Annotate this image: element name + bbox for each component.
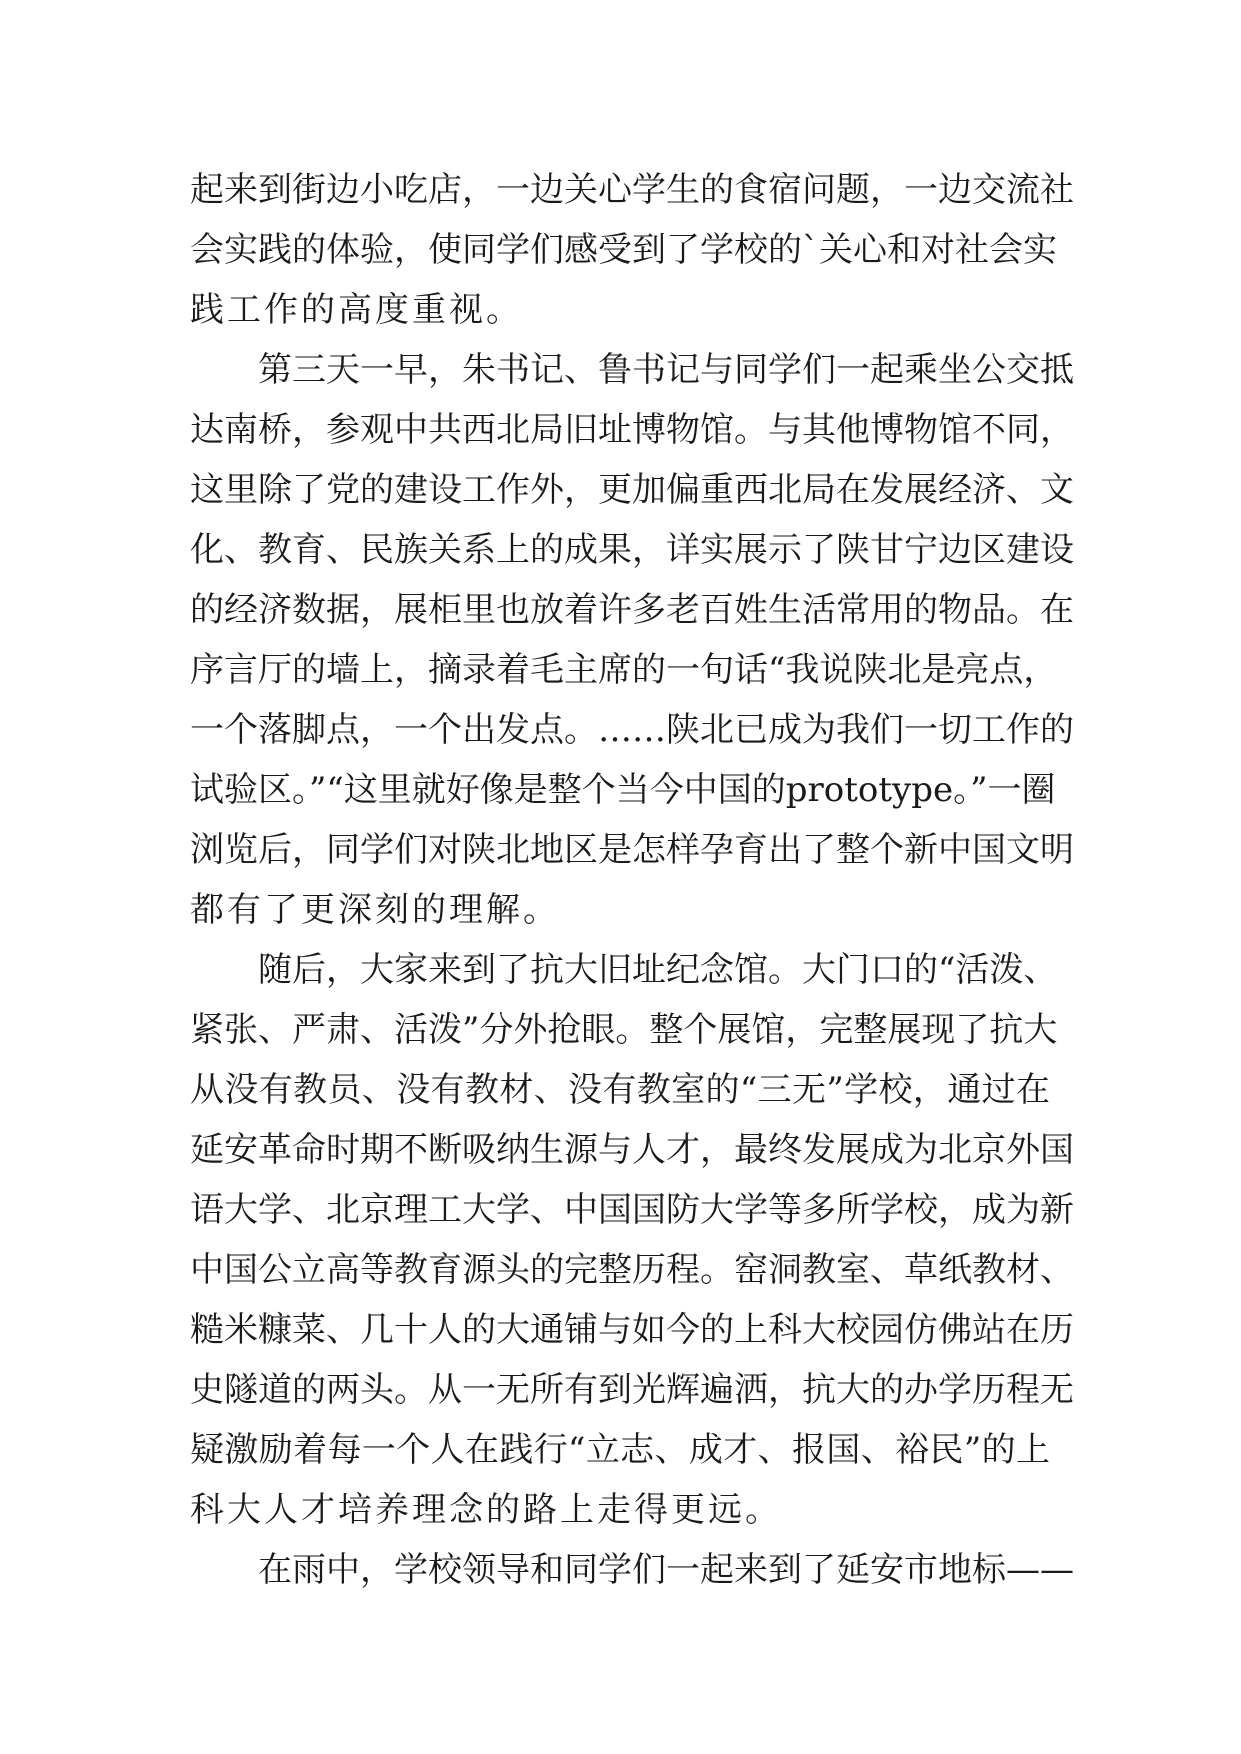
text-line: 试验区。”“这里就好像是整个当今中国的prototype。”一圈 [190,770,1056,810]
text-line: 践工作的高度重视。 [190,290,523,330]
text-line: 延安革命时期不断吸纳生源与人才，最终发展成为北京外国 [190,1130,1074,1170]
text-line: 紧张、严肃、活泼”分外抢眼。整个展馆，完整展现了抗大 [190,1010,1058,1050]
text-line: 疑激励着每一个人在践行“立志、成才、报国、裕民”的上 [190,1430,1050,1470]
text-line: 达南桥，参观中共西北局旧址博物馆。与其他博物馆不同， [190,410,1074,450]
paragraph-2 [190,340,1074,940]
text-line: 化、教育、民族关系上的成果，详实展示了陕甘宁边区建设 [190,530,1074,570]
text-line: 起来到街边小吃店，一边关心学生的食宿问题，一边交流社 [190,170,1074,210]
text-line: 随后，大家来到了抗大旧址纪念馆。大门口的“活泼、 [258,950,1058,990]
text-line: 语大学、北京理工大学、中国国防大学等多所学校，成为新 [190,1190,1074,1230]
text-line: 第三天一早，朱书记、鲁书记与同学们一起乘坐公交抵 [258,350,1074,390]
text-line: 一个落脚点，一个出发点。……陕北已成为我们一切工作的 [190,710,1074,750]
text-line: 浏览后，同学们对陕北地区是怎样孕育出了整个新中国文明 [190,830,1074,870]
paragraph-4 [190,1540,1074,1600]
text-line: 这里除了党的建设工作外，更加偏重西北局在发展经济、文 [190,470,1074,510]
paragraph-3 [190,940,1074,1540]
text-line: 从没有教员、没有教材、没有教室的“三无”学校，通过在 [190,1070,1050,1110]
text-line: 糙米糠菜、几十人的大通铺与如今的上科大校园仿佛站在历 [190,1310,1074,1350]
text-line: 史隧道的两头。从一无所有到光辉遍洒，抗大的办学历程无 [190,1370,1074,1410]
text-line: 中国公立高等教育源头的完整历程。窑洞教室、草纸教材、 [190,1250,1074,1290]
text-line: 会实践的体验，使同学们感受到了学校的`关心和对社会实 [190,230,1057,270]
text-line: 科大人才培养理念的路上走得更远。 [190,1490,782,1530]
text-line: 在雨中，学校领导和同学们一起来到了延安市地标—— [258,1550,1074,1590]
text-line: 的经济数据，展柜里也放着许多老百姓生活常用的物品。在 [190,590,1074,630]
text-line: 序言厅的墙上，摘录着毛主席的一句话“我说陕北是亮点， [190,650,1058,690]
paragraph-1 [190,160,1074,340]
document-body [190,160,1074,1600]
text-line: 都有了更深刻的理解。 [190,890,560,930]
